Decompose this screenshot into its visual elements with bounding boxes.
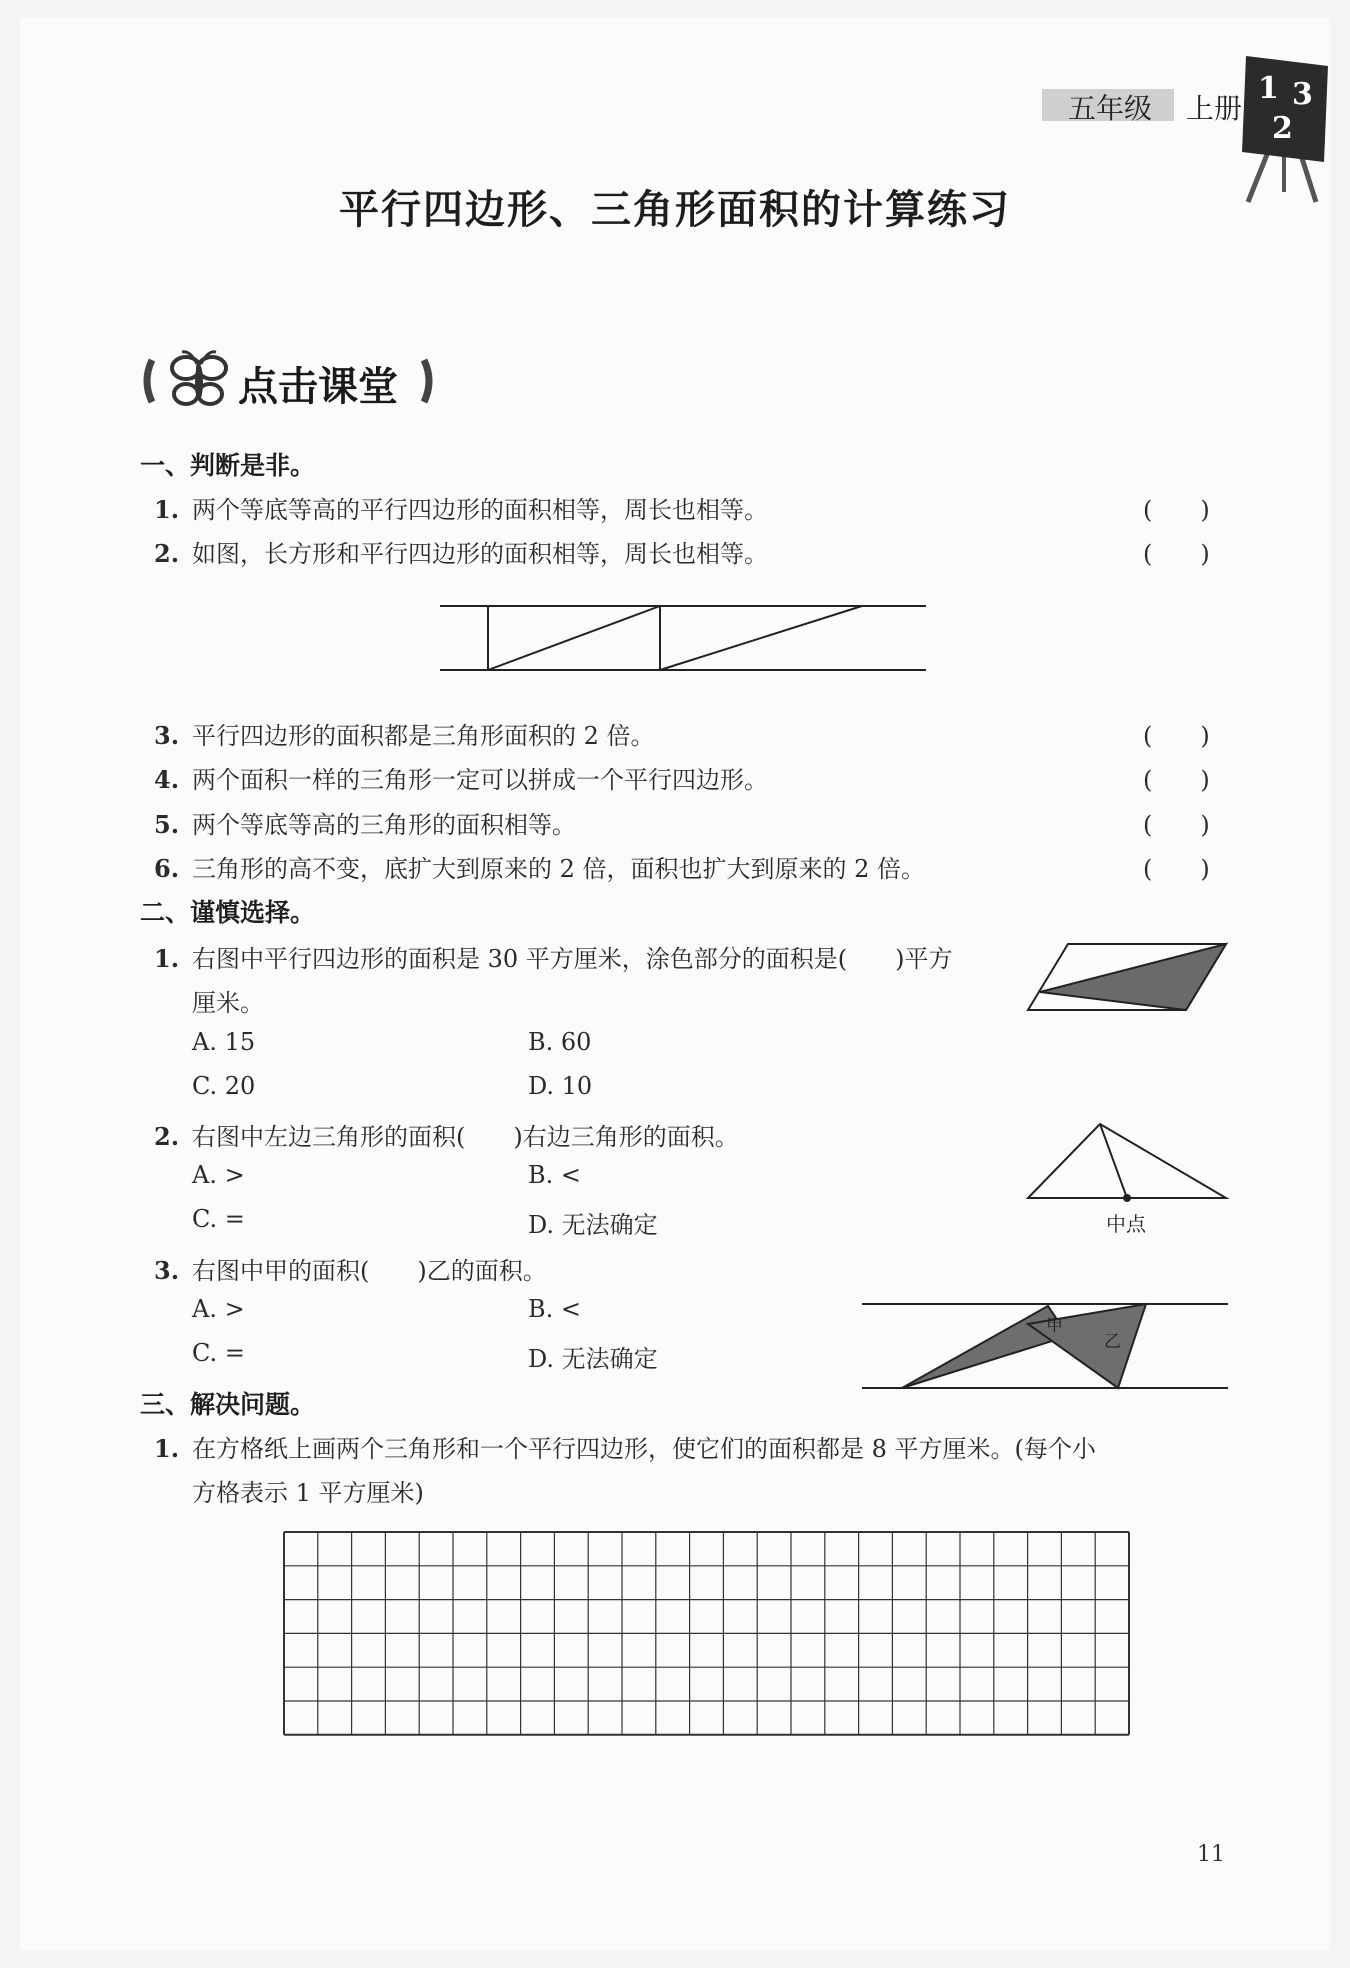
option-a[interactable]: A. 15 xyxy=(192,1028,256,1056)
item-text: 右图中甲的面积( )乙的面积。 xyxy=(192,1257,547,1285)
answer-parentheses[interactable]: ( ) xyxy=(1143,496,1210,524)
option-d[interactable]: D. 无法确定 xyxy=(528,1211,658,1239)
option-d[interactable]: D. 无法确定 xyxy=(528,1345,658,1373)
item-number: 2. xyxy=(154,539,180,568)
option-b[interactable]: B. 60 xyxy=(528,1028,592,1056)
judge-item-5 xyxy=(154,805,576,840)
item-text: 右图中左边三角形的面积( )右边三角形的面积。 xyxy=(192,1123,739,1151)
judge-item-3 xyxy=(154,716,655,751)
option-c[interactable]: C. 20 xyxy=(192,1072,256,1100)
rectangle-parallelogram-figure xyxy=(438,598,928,678)
grid-paper[interactable] xyxy=(282,1530,1134,1738)
figure-label-yi: 乙 xyxy=(1104,1332,1121,1352)
item-number: 4. xyxy=(154,765,180,794)
answer-parentheses[interactable]: ( ) xyxy=(1143,540,1210,568)
item-number: 3. xyxy=(154,721,180,750)
answer-parentheses[interactable]: ( ) xyxy=(1143,811,1210,839)
midpoint-label: 中点 xyxy=(1106,1212,1146,1236)
choice-q1-line2: 厘米。 xyxy=(192,989,264,1017)
section-2-heading: 二、谨慎选择。 xyxy=(140,898,316,927)
section-1-heading: 一、判断是非。 xyxy=(140,451,316,480)
item-number: 1. xyxy=(154,495,180,524)
option-c[interactable]: C. = xyxy=(192,1205,245,1233)
judge-item-1 xyxy=(154,490,768,525)
grade-label: 五年级 xyxy=(1068,92,1153,125)
page-number: 11 xyxy=(1197,1842,1225,1867)
answer-parentheses[interactable]: ( ) xyxy=(1143,722,1210,750)
item-number: 6. xyxy=(154,854,180,883)
jia-yi-figure xyxy=(860,1296,1230,1396)
triangle-midpoint-figure xyxy=(1026,1120,1230,1204)
item-text: 两个等底等高的三角形的面积相等。 xyxy=(192,811,576,839)
item-text: 右图中平行四边形的面积是 30 平方厘米，涂色部分的面积是( )平方 xyxy=(192,945,953,973)
item-text: 如图，长方形和平行四边形的面积相等，周长也相等。 xyxy=(192,540,768,568)
logo-digit-3: 3 xyxy=(1292,77,1313,112)
judge-item-4 xyxy=(154,760,768,795)
section-3-heading: 三、解决问题。 xyxy=(140,1390,316,1419)
logo-digit-1: 1 xyxy=(1258,71,1279,106)
figure-label-jia: 甲 xyxy=(1046,1316,1063,1336)
problem-1-line2: 方格表示 1 平方厘米) xyxy=(192,1479,424,1507)
item-number: 2. xyxy=(154,1122,180,1151)
choice-q1-line1 xyxy=(154,939,953,974)
banner-title: 点击课堂 xyxy=(238,364,398,410)
item-number: 1. xyxy=(154,944,180,973)
item-number: 1. xyxy=(154,1434,180,1463)
option-d[interactable]: D. 10 xyxy=(528,1072,593,1100)
volume-label: 上册 xyxy=(1186,92,1243,125)
item-number: 3. xyxy=(154,1256,180,1285)
option-a[interactable]: A. > xyxy=(192,1161,245,1189)
page-title: 平行四边形、三角形面积的计算练习 xyxy=(339,187,1011,233)
answer-parentheses[interactable]: ( ) xyxy=(1143,855,1210,883)
answer-parentheses[interactable]: ( ) xyxy=(1143,766,1210,794)
shaded-parallelogram-figure xyxy=(1026,940,1230,1016)
option-c[interactable]: C. = xyxy=(192,1339,245,1367)
choice-q2 xyxy=(154,1117,739,1152)
choice-q3 xyxy=(154,1251,547,1286)
judge-item-2 xyxy=(154,534,768,569)
item-text: 两个面积一样的三角形一定可以拼成一个平行四边形。 xyxy=(192,766,768,794)
item-text: 平行四边形的面积都是三角形面积的 2 倍。 xyxy=(192,722,655,750)
item-text: 在方格纸上画两个三角形和一个平行四边形，使它们的面积都是 8 平方厘米。(每个小 xyxy=(192,1435,1096,1463)
item-number: 5. xyxy=(154,810,180,839)
logo-digit-2: 2 xyxy=(1272,111,1293,146)
butterfly-icon xyxy=(172,352,226,404)
judge-item-6 xyxy=(154,849,925,884)
option-b[interactable]: B. < xyxy=(528,1161,582,1189)
option-b[interactable]: B. < xyxy=(528,1295,582,1323)
item-text: 三角形的高不变，底扩大到原来的 2 倍，面积也扩大到原来的 2 倍。 xyxy=(192,855,926,883)
item-text: 两个等底等高的平行四边形的面积相等，周长也相等。 xyxy=(192,496,768,524)
problem-1-line1 xyxy=(154,1429,1096,1464)
option-a[interactable]: A. > xyxy=(192,1295,245,1323)
